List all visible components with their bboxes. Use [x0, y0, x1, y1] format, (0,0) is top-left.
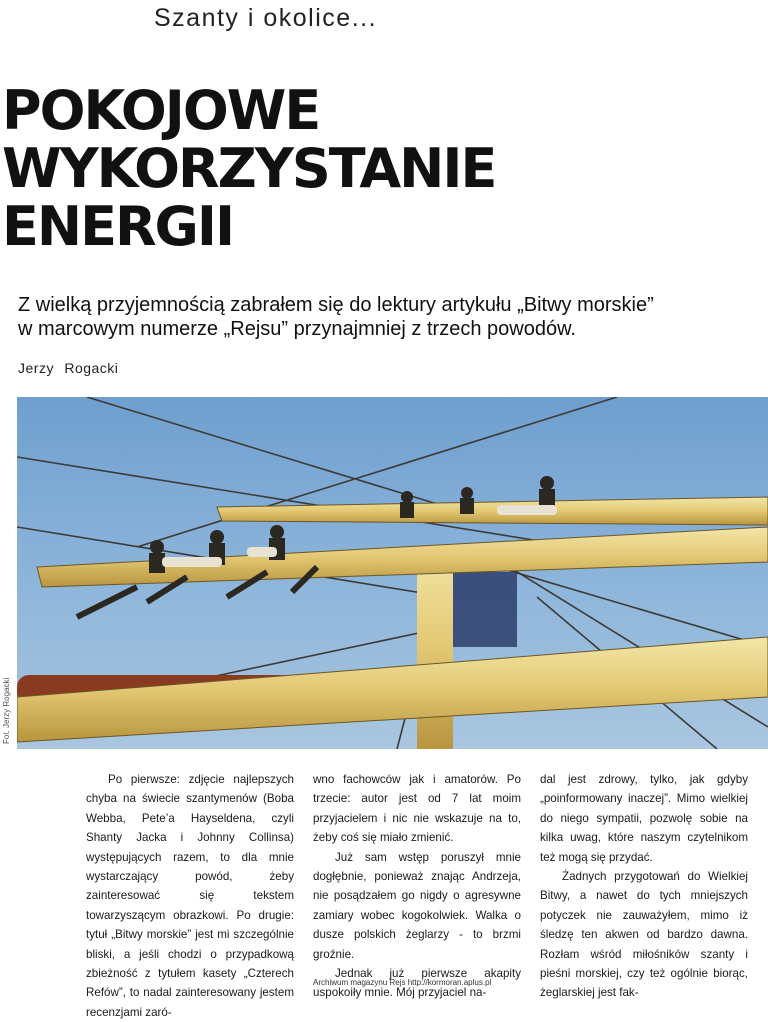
paragraph: wno fachowców jak i amatorów. Po trzecie: autor jest od 7 lat moim przyjacielem i nic nie wskazuje na to, żeby coś się miało zmienić. [313, 773, 521, 845]
lead-paragraph [18, 293, 758, 341]
section-title: Szanty i okolice... [154, 4, 378, 32]
text-column-3 [540, 770, 748, 1003]
headline-line: ENERGII [2, 195, 234, 258]
headline [2, 79, 762, 258]
sailing-ship-rigging-photo [17, 397, 768, 749]
paragraph: Już sam wstęp poruszył mnie dogłębnie, ponieważ znając Andrzeja, nie posądzałem go nigdy o agresywne zamiary wobec kogokolwiek. Walka o dusze polskich żeglarzy - to brzmi groźnie. [313, 850, 521, 961]
lead-line: w marcowym numerze „Rejsu” przynajmniej z trzech powodów. [18, 318, 576, 340]
paragraph: Jednak już pierwsze akapity uspokoiły mnie. Mój przyjaciel na- [313, 967, 521, 1000]
paragraph: dal jest zdrowy, tylko, jak gdyby „poinformowany inaczej”. Mimo wielkiej do niego sympatii, pozwolę sobie na kilka uwag, które naszym czytelnikom też mogą się przydać. [540, 773, 748, 864]
text-column-1 [86, 770, 294, 1022]
text-column-2 [313, 770, 521, 1003]
headline-line: POKOJOWE [2, 79, 320, 142]
headline-line: WYKORZYSTANIE [2, 137, 496, 200]
paragraph: Po pierwsze: zdjęcie najlepszych chyba na świecie szantymenów (Boba Webba, Pete’a Hayseldena, czyli Shanty Jacka i Johnny Collinsa) występujących razem, to dla mnie wystarczający powód, żeby zainteresować się tekstem towarzyszącym obrazkowi. Po drugie: tytuł „Bitwy morskie” jest mi szczególnie bliski, a jeśli chodzi o przypadkową zbieżność z tytułem kasety „Czterech Refów”, to nadal zainteresowany jestem recenzjami zaró- [86, 773, 294, 1019]
lead-line: Z wielką przyjemnością zabrałem się do lektury artykułu „Bitwy morskie” [18, 294, 654, 316]
photo-credit: Fot. Jerzy Rogacki [2, 677, 11, 744]
paragraph: Żadnych przygotowań do Wielkiej Bitwy, a nawet do tych mniejszych potyczek nie zauważyłem, mimo iż śledzę ten akwen od bardzo dawna. Rozłam wśród miłośników szanty i pieśni morskiej, czy też ogólnie biorąc, żeglarskiej jest fak- [540, 870, 748, 1000]
author-byline: Jerzy Rogacki [18, 360, 119, 376]
archive-footer: Archiwum magazynu Rejs http://kormoran.aplus.pl [313, 978, 492, 987]
